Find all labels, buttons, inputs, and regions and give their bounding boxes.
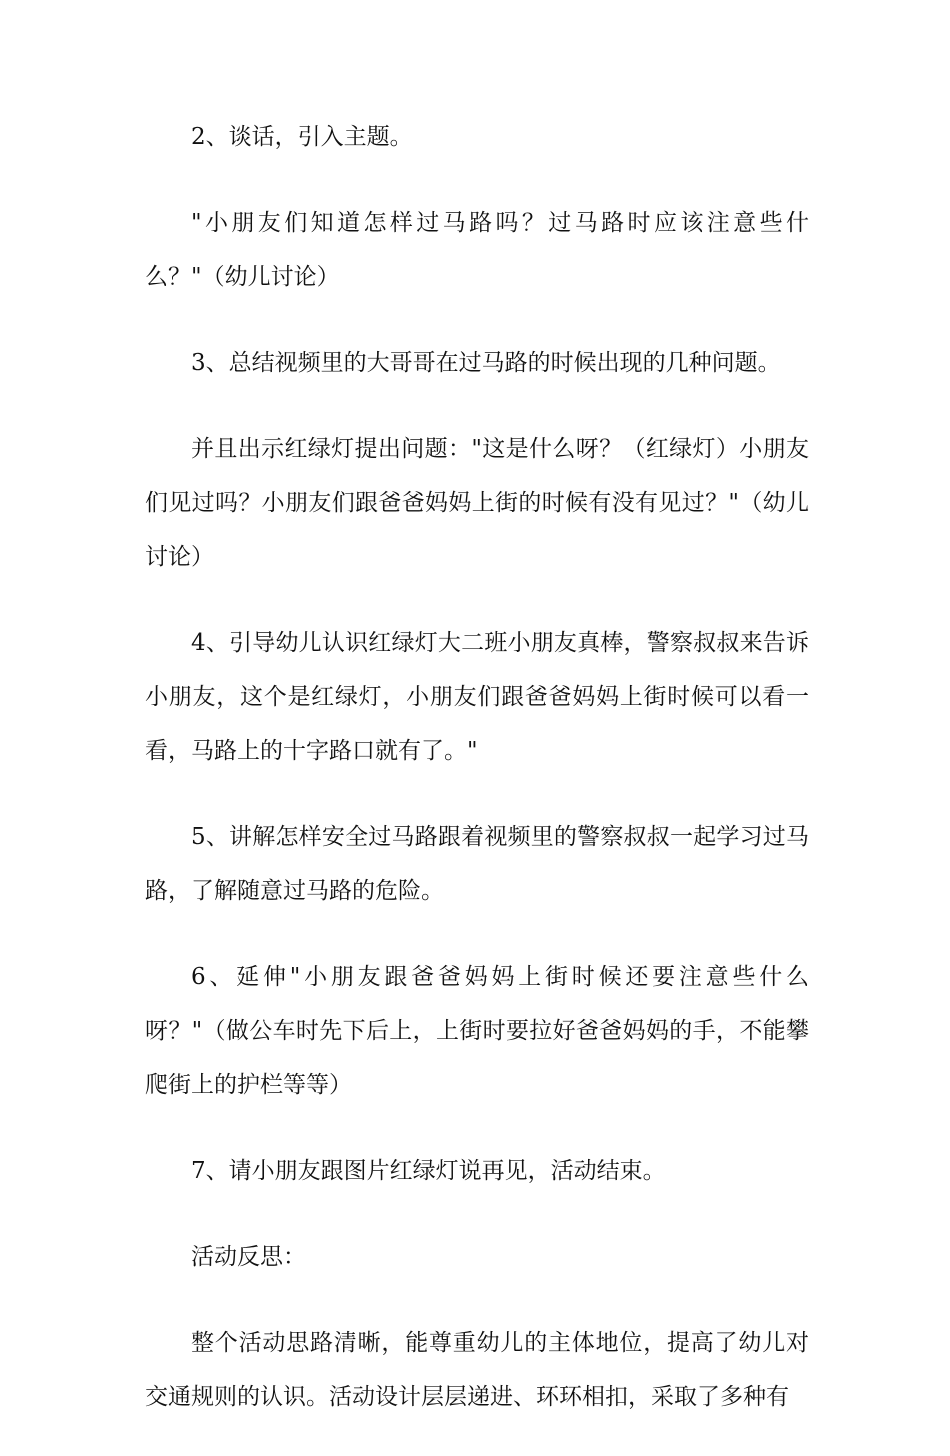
paragraph-reflection: 整个活动思路清晰，能尊重幼儿的主体地位，提高了幼儿对交通规则的认识。活动设计层层递进、环环相扣，采取了多种有 bbox=[145, 1330, 809, 1410]
paragraph-step-7: 7、请小朋友跟图片红绿灯说再见，活动结束。 bbox=[191, 1158, 666, 1184]
paragraph-step-5: 5、讲解怎样安全过马路跟着视频里的警察叔叔一起学习过马路，了解随意过马路的危险。 bbox=[145, 824, 809, 904]
paragraph-step-4: 4、引导幼儿认识红绿灯大二班小朋友真棒，警察叔叔来告诉小朋友，这个是红绿灯，小朋友们跟爸爸妈妈上街时候可以看一看，马路上的十字路口就有了。" bbox=[145, 630, 809, 764]
paragraph-step-2: 2、谈话，引入主题。 bbox=[191, 124, 413, 150]
paragraph-question-crossing: "小朋友们知道怎样过马路吗？过马路时应该注意些什么？"（幼儿讨论） bbox=[145, 210, 809, 290]
section-heading-reflection: 活动反思： bbox=[191, 1244, 306, 1270]
paragraph-traffic-light-question: 并且出示红绿灯提出问题："这是什么呀？（红绿灯）小朋友们见过吗？小朋友们跟爸爸妈妈上街的时候有没有见过？"（幼儿讨论） bbox=[145, 436, 809, 570]
document-body bbox=[145, 110, 809, 1456]
paragraph-step-6: 6、延伸"小朋友跟爸爸妈妈上街时候还要注意些什么呀？"（做公车时先下后上，上街时要拉好爸爸妈妈的手，不能攀爬街上的护栏等等） bbox=[145, 964, 809, 1098]
paragraph-step-3: 3、总结视频里的大哥哥在过马路的时候出现的几种问题。 bbox=[191, 350, 781, 376]
